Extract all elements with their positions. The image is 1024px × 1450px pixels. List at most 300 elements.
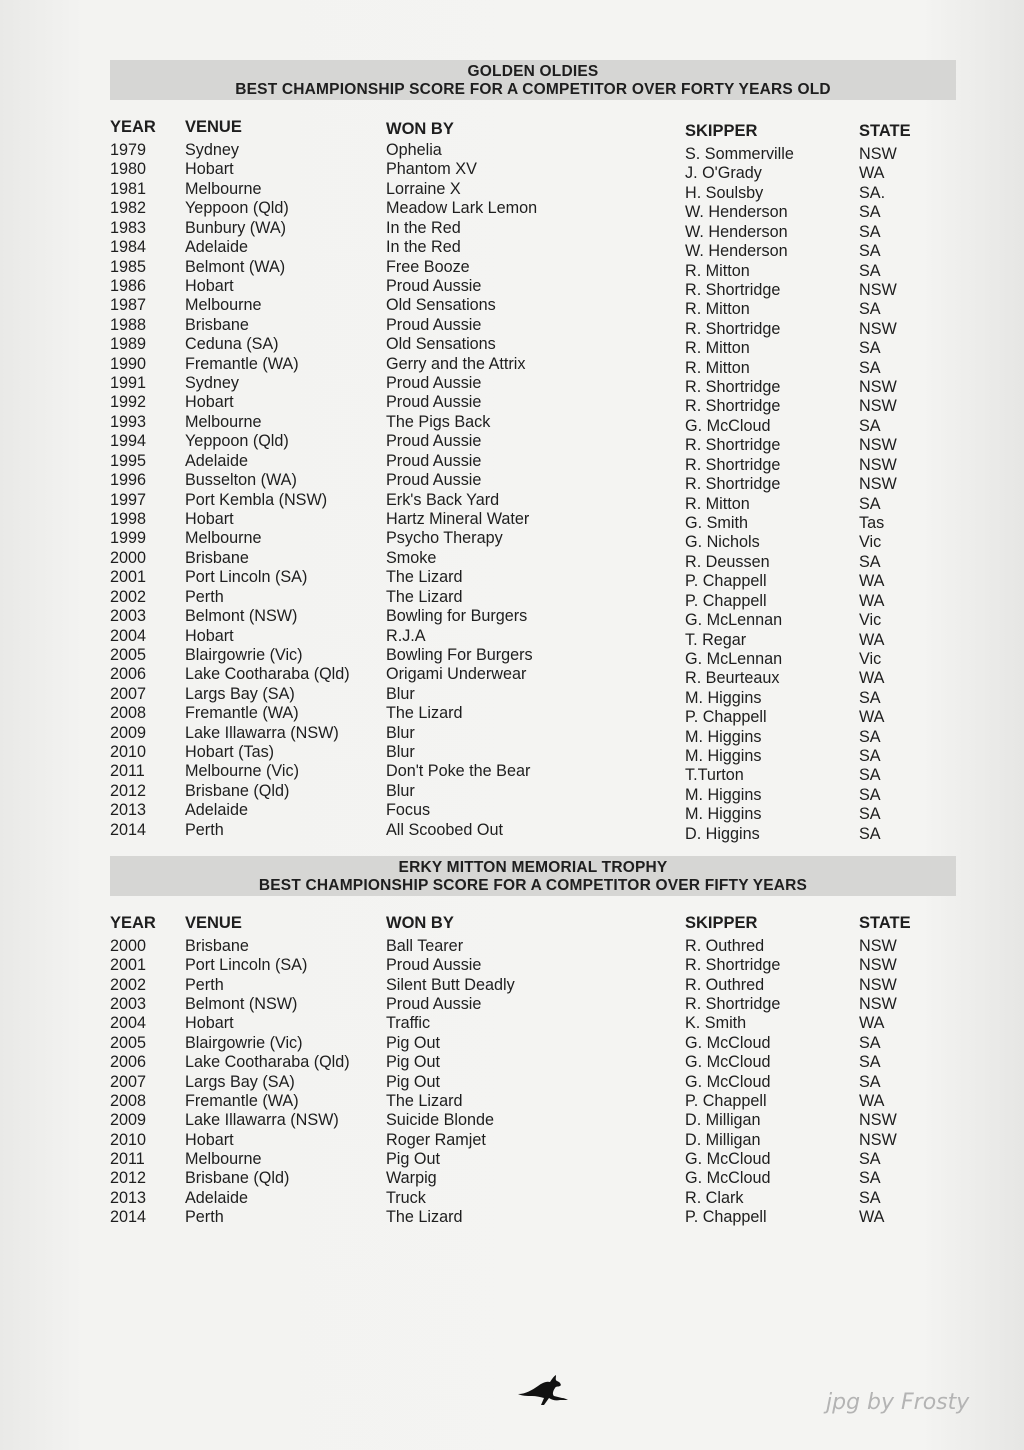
venue-cell: Lake Illawarra (NSW)	[185, 1111, 339, 1130]
venue-cell: Lake Cootharaba (Qld)	[185, 1053, 350, 1072]
state-cell: SA	[859, 242, 881, 261]
table-row	[0, 645, 1024, 668]
table-row	[0, 743, 1024, 766]
venue-cell: Blairgowrie (Vic)	[185, 645, 303, 664]
skipper-cell: G. McCloud	[685, 1033, 771, 1052]
year-cell: 2005	[110, 1033, 147, 1052]
year-cell: 1991	[110, 374, 147, 393]
skipper-cell: D. Milligan	[685, 1130, 761, 1149]
section-subtitle: BEST CHAMPIONSHIP SCORE FOR A COMPETITOR OVER FIFTY YEARS	[258, 877, 808, 894]
skipper-cell: R. Mitton	[685, 339, 750, 358]
won-by-cell: Origami Underwear	[386, 665, 527, 684]
table-row	[0, 995, 1024, 1014]
won-by-cell: Proud Aussie	[386, 393, 482, 412]
state-cell: SA	[859, 805, 881, 824]
state-cell: SA	[859, 358, 881, 377]
year-cell: 2008	[110, 704, 147, 723]
won-by-cell: Proud Aussie	[386, 451, 482, 470]
won-by-cell: Gerry and the Attrix	[386, 354, 526, 373]
venue-cell: Belmont (WA)	[185, 257, 286, 276]
state-cell: SA	[859, 688, 881, 707]
venue-cell: Hobart (Tas)	[185, 743, 275, 762]
venue-cell: Adelaide	[185, 238, 249, 257]
table-row	[0, 1150, 1024, 1169]
year-cell: 1993	[110, 412, 147, 431]
state-cell: SA	[859, 300, 881, 319]
year-cell: 2011	[110, 1149, 145, 1168]
table-row	[0, 704, 1024, 727]
venue-cell: Largs Bay (SA)	[185, 1072, 295, 1091]
venue-cell: Melbourne	[185, 179, 262, 198]
venue-header: VENUE	[185, 914, 242, 932]
venue-cell: Adelaide	[185, 1188, 249, 1207]
state-cell: NSW	[859, 1130, 897, 1149]
state-header: STATE	[859, 914, 911, 932]
venue-cell: Belmont (NSW)	[185, 995, 298, 1014]
skipper-cell: R. Shortridge	[685, 956, 781, 975]
won-by-cell: Proud Aussie	[386, 315, 482, 334]
table-row	[0, 568, 1024, 591]
venue-cell: Port Lincoln (SA)	[185, 956, 308, 975]
year-cell: 1997	[110, 490, 147, 509]
table-row	[0, 1131, 1024, 1150]
year-cell: 1987	[110, 296, 147, 315]
state-cell: SA	[859, 1188, 881, 1207]
venue-cell: Busselton (WA)	[185, 471, 297, 490]
venue-cell: Ceduna (SA)	[185, 335, 279, 354]
skipper-cell: R. Outhred	[685, 937, 765, 955]
table-row	[0, 1169, 1024, 1188]
table-row	[0, 607, 1024, 630]
year-cell: 2000	[110, 937, 147, 955]
year-cell: 1992	[110, 393, 147, 412]
state-cell: NSW	[859, 455, 897, 474]
table-row	[0, 529, 1024, 552]
skipper-cell: D. Milligan	[685, 1111, 761, 1130]
kangaroo-icon	[516, 1374, 570, 1408]
state-cell: WA	[859, 708, 885, 727]
won-by-cell: Free Booze	[386, 257, 470, 276]
year-cell: 1989	[110, 335, 147, 354]
won-by-cell: Phantom XV	[386, 160, 477, 179]
venue-cell: Hobart	[185, 1014, 234, 1033]
venue-cell: Hobart	[185, 626, 234, 645]
won-by-cell: Old Sensations	[386, 335, 496, 354]
skipper-cell: G. Nichols	[685, 533, 760, 552]
won-by-cell: Bowling For Burgers	[386, 645, 533, 664]
table-row	[0, 684, 1024, 707]
won-by-cell: Bowling for Burgers	[386, 607, 528, 626]
year-cell: 1990	[110, 354, 147, 373]
state-cell: SA	[859, 203, 881, 222]
won-by-cell: Truck	[386, 1188, 426, 1207]
skipper-cell: H. Soulsby	[685, 183, 764, 202]
skipper-cell: G. McLennan	[685, 611, 783, 630]
won-by-header: WON BY	[386, 914, 454, 932]
won-by-cell: The Pigs Back	[386, 412, 491, 431]
skipper-cell: R. Shortridge	[685, 455, 781, 474]
won-by-cell: Erk's Back Yard	[386, 490, 500, 509]
year-cell: 2009	[110, 723, 147, 742]
state-cell: NSW	[859, 319, 897, 338]
section-title: GOLDEN OLDIES	[467, 63, 599, 80]
venue-cell: Hobart	[185, 393, 234, 412]
state-cell: SA	[859, 727, 881, 746]
venue-cell: Bunbury (WA)	[185, 218, 287, 237]
state-cell: NSW	[859, 145, 897, 163]
year-cell: 1982	[110, 199, 147, 218]
venue-cell: Brisbane (Qld)	[185, 781, 290, 800]
year-cell: 2013	[110, 1188, 147, 1207]
year-cell: 1984	[110, 238, 147, 257]
table-row	[0, 393, 1024, 416]
skipper-cell: J. O'Grady	[685, 164, 762, 183]
table-row	[0, 374, 1024, 397]
table-row	[0, 1189, 1024, 1208]
venue-cell: Sydney	[185, 141, 239, 159]
year-cell: 2013	[110, 801, 147, 820]
won-by-cell: Silent Butt Deadly	[386, 975, 515, 994]
table-row	[0, 238, 1024, 261]
year-cell: 2005	[110, 645, 147, 664]
skipper-cell: M. Higgins	[685, 727, 762, 746]
won-by-cell: Proud Aussie	[386, 374, 482, 393]
table-row	[0, 937, 1024, 956]
state-cell: SA	[859, 1169, 881, 1188]
state-cell: WA	[859, 164, 885, 183]
year-cell: 1988	[110, 315, 147, 334]
won-by-cell: Pig Out	[386, 1149, 440, 1168]
venue-cell: Brisbane	[185, 937, 249, 955]
venue-cell: Lake Illawarra (NSW)	[185, 723, 339, 742]
state-cell: WA	[859, 1014, 885, 1033]
won-by-cell: Pig Out	[386, 1072, 440, 1091]
table-row	[0, 665, 1024, 688]
skipper-cell: R. Deussen	[685, 552, 770, 571]
year-cell: 2006	[110, 665, 147, 684]
won-by-cell: Traffic	[386, 1014, 431, 1033]
skipper-cell: T. Regar	[685, 630, 747, 649]
state-cell: WA	[859, 1208, 885, 1227]
table-row	[0, 160, 1024, 183]
state-cell: SA	[859, 1033, 881, 1052]
column-headers	[0, 914, 1024, 933]
year-cell: 1979	[110, 141, 147, 159]
table-row	[0, 354, 1024, 377]
skipper-cell: R. Mitton	[685, 261, 750, 280]
year-cell: 1999	[110, 529, 147, 548]
skipper-cell: D. Higgins	[685, 824, 760, 843]
won-by-cell: The Lizard	[386, 587, 463, 606]
state-cell: WA	[859, 1091, 885, 1110]
venue-cell: Melbourne	[185, 529, 262, 548]
table-row	[0, 1092, 1024, 1111]
section-header-erky-mitton	[110, 856, 956, 896]
year-cell: 2014	[110, 820, 147, 839]
venue-cell: Melbourne	[185, 296, 262, 315]
skipper-cell: M. Higgins	[685, 688, 762, 707]
year-cell: 2012	[110, 1169, 147, 1188]
venue-cell: Melbourne (Vic)	[185, 762, 299, 781]
skipper-cell: M. Higgins	[685, 747, 762, 766]
skipper-cell: G. McCloud	[685, 416, 771, 435]
state-cell: NSW	[859, 1111, 897, 1130]
skipper-cell: P. Chappell	[685, 708, 767, 727]
won-by-cell: Lorraine X	[386, 179, 461, 198]
won-by-cell: In the Red	[386, 218, 461, 237]
skipper-cell: K. Smith	[685, 1014, 747, 1033]
state-cell: Vic	[859, 611, 882, 630]
year-cell: 2003	[110, 995, 147, 1014]
state-cell: WA	[859, 630, 885, 649]
skipper-cell: R. Mitton	[685, 358, 750, 377]
venue-cell: Fremantle (WA)	[185, 354, 299, 373]
year-cell: 2009	[110, 1111, 147, 1130]
state-cell: SA	[859, 339, 881, 358]
state-header: STATE	[859, 122, 911, 140]
table-row	[0, 781, 1024, 804]
state-cell: NSW	[859, 975, 897, 994]
won-by-cell: Proud Aussie	[386, 471, 482, 490]
venue-cell: Yeppoon (Qld)	[185, 432, 289, 451]
won-by-cell: Suicide Blonde	[386, 1111, 494, 1130]
state-cell: WA	[859, 591, 885, 610]
year-cell: 2004	[110, 626, 147, 645]
won-by-cell: Smoke	[386, 548, 437, 567]
skipper-cell: R. Shortridge	[685, 280, 781, 299]
year-cell: 2007	[110, 684, 147, 703]
table-row	[0, 723, 1024, 746]
venue-cell: Largs Bay (SA)	[185, 684, 295, 703]
won-by-header: WON BY	[386, 120, 454, 138]
photo-credit: jpg by Frosty	[826, 1390, 970, 1415]
state-cell: SA	[859, 261, 881, 280]
skipper-cell: S. Sommerville	[685, 145, 794, 163]
venue-cell: Perth	[185, 587, 224, 606]
won-by-cell: Pig Out	[386, 1053, 440, 1072]
venue-cell: Port Kembla (NSW)	[185, 490, 328, 509]
state-cell: SA	[859, 1053, 881, 1072]
skipper-cell: G. McCloud	[685, 1169, 771, 1188]
won-by-cell: Proud Aussie	[386, 995, 482, 1014]
skipper-cell: R. Clark	[685, 1188, 744, 1207]
state-cell: Tas	[859, 513, 885, 532]
won-by-cell: Ball Tearer	[386, 937, 464, 955]
table-row	[0, 548, 1024, 571]
table-row	[0, 218, 1024, 241]
column-headers	[0, 118, 1024, 140]
table-row	[0, 296, 1024, 319]
won-by-cell: Ophelia	[386, 141, 442, 159]
skipper-cell: M. Higgins	[685, 785, 762, 804]
state-cell: SA	[859, 494, 881, 513]
table-row	[0, 820, 1024, 843]
venue-cell: Hobart	[185, 276, 234, 295]
year-cell: 1985	[110, 257, 147, 276]
won-by-cell: Blur	[386, 684, 415, 703]
skipper-cell: R. Mitton	[685, 494, 750, 513]
table-row	[0, 257, 1024, 280]
table-row	[0, 1034, 1024, 1053]
table-row	[0, 801, 1024, 824]
skipper-cell: R. Mitton	[685, 300, 750, 319]
year-cell: 2006	[110, 1053, 147, 1072]
skipper-cell: P. Chappell	[685, 572, 767, 591]
year-cell: 1994	[110, 432, 147, 451]
venue-cell: Blairgowrie (Vic)	[185, 1033, 303, 1052]
table-row	[0, 626, 1024, 649]
skipper-cell: P. Chappell	[685, 1208, 767, 1227]
state-cell: WA	[859, 669, 885, 688]
venue-cell: Port Lincoln (SA)	[185, 568, 308, 587]
venue-cell: Belmont (NSW)	[185, 607, 298, 626]
year-cell: 2011	[110, 762, 145, 781]
won-by-cell: Meadow Lark Lemon	[386, 199, 538, 218]
venue-cell: Brisbane	[185, 548, 249, 567]
venue-cell: Hobart	[185, 160, 234, 179]
venue-cell: Adelaide	[185, 451, 249, 470]
table-row	[0, 762, 1024, 785]
state-cell: NSW	[859, 280, 897, 299]
skipper-cell: M. Higgins	[685, 805, 762, 824]
skipper-header: SKIPPER	[685, 914, 758, 932]
state-cell: NSW	[859, 436, 897, 455]
state-cell: WA	[859, 572, 885, 591]
venue-cell: Perth	[185, 820, 224, 839]
won-by-cell: The Lizard	[386, 568, 463, 587]
table-row	[0, 509, 1024, 532]
table-row	[0, 956, 1024, 975]
won-by-cell: Proud Aussie	[386, 276, 482, 295]
venue-cell: Yeppoon (Qld)	[185, 199, 289, 218]
state-cell: SA	[859, 747, 881, 766]
state-cell: NSW	[859, 475, 897, 494]
venue-cell: Perth	[185, 975, 224, 994]
skipper-header: SKIPPER	[685, 122, 758, 140]
year-cell: 2001	[110, 568, 147, 587]
skipper-cell: G. McCloud	[685, 1072, 771, 1091]
skipper-cell: W. Henderson	[685, 203, 788, 222]
state-cell: Vic	[859, 649, 882, 668]
year-cell: 1980	[110, 160, 147, 179]
table-row	[0, 1111, 1024, 1130]
skipper-cell: R. Beurteaux	[685, 669, 780, 688]
table-row	[0, 179, 1024, 202]
won-by-cell: Focus	[386, 801, 431, 820]
won-by-cell: R.J.A	[386, 626, 426, 645]
skipper-cell: G. McCloud	[685, 1053, 771, 1072]
skipper-cell: G. Smith	[685, 513, 748, 532]
section-subtitle: BEST CHAMPIONSHIP SCORE FOR A COMPETITOR OVER FORTY YEARS OLD	[235, 81, 831, 98]
venue-cell: Sydney	[185, 374, 239, 393]
won-by-cell: All Scoobed Out	[386, 820, 503, 839]
won-by-cell: Warpig	[386, 1169, 437, 1188]
year-header: YEAR	[110, 118, 156, 136]
won-by-cell: Blur	[386, 723, 415, 742]
table-row	[0, 315, 1024, 338]
venue-cell: Hobart	[185, 1130, 234, 1149]
year-cell: 2001	[110, 956, 147, 975]
year-cell: 2008	[110, 1091, 147, 1110]
table-row	[0, 412, 1024, 435]
won-by-cell: Blur	[386, 743, 415, 762]
year-cell: 2002	[110, 975, 147, 994]
won-by-cell: Proud Aussie	[386, 956, 482, 975]
skipper-cell: R. Shortridge	[685, 378, 781, 397]
section-header-golden-oldies	[110, 60, 956, 100]
venue-cell: Lake Cootharaba (Qld)	[185, 665, 350, 684]
won-by-cell: Old Sensations	[386, 296, 496, 315]
skipper-cell: P. Chappell	[685, 591, 767, 610]
state-cell: SA	[859, 785, 881, 804]
won-by-cell: Proud Aussie	[386, 432, 482, 451]
table-row	[0, 451, 1024, 474]
won-by-cell: Psycho Therapy	[386, 529, 503, 548]
table-row	[0, 1014, 1024, 1033]
state-cell: SA	[859, 1072, 881, 1091]
won-by-cell: The Lizard	[386, 1091, 463, 1110]
table-row	[0, 276, 1024, 299]
state-cell: NSW	[859, 397, 897, 416]
venue-cell: Fremantle (WA)	[185, 704, 299, 723]
section-title: ERKY MITTON MEMORIAL TROPHY	[398, 859, 668, 876]
year-cell: 2002	[110, 587, 147, 606]
skipper-cell: W. Henderson	[685, 242, 788, 261]
state-cell: SA	[859, 222, 881, 241]
won-by-cell: Hartz Mineral Water	[386, 509, 530, 528]
year-cell: 2012	[110, 781, 147, 800]
venue-cell: Brisbane (Qld)	[185, 1169, 290, 1188]
venue-cell: Brisbane	[185, 315, 249, 334]
skipper-cell: T.Turton	[685, 766, 744, 785]
year-cell: 1998	[110, 509, 147, 528]
venue-cell: Hobart	[185, 509, 234, 528]
state-cell: NSW	[859, 378, 897, 397]
skipper-cell: R. Shortridge	[685, 397, 781, 416]
skipper-cell: G. McCloud	[685, 1149, 771, 1168]
table-row	[0, 587, 1024, 610]
state-cell: NSW	[859, 937, 897, 955]
year-cell: 1996	[110, 471, 147, 490]
won-by-cell: Pig Out	[386, 1033, 440, 1052]
table-row	[0, 471, 1024, 494]
state-cell: Vic	[859, 533, 882, 552]
year-header: YEAR	[110, 914, 156, 932]
skipper-cell: R. Shortridge	[685, 436, 781, 455]
state-cell: SA	[859, 1149, 881, 1168]
state-cell: SA	[859, 416, 881, 435]
venue-cell: Melbourne	[185, 412, 262, 431]
state-cell: SA	[859, 766, 881, 785]
year-cell: 1995	[110, 451, 147, 470]
year-cell: 1986	[110, 276, 147, 295]
skipper-cell: G. McLennan	[685, 649, 783, 668]
table-row	[0, 432, 1024, 455]
year-cell: 1981	[110, 179, 147, 198]
year-cell: 2014	[110, 1208, 147, 1227]
state-cell: NSW	[859, 995, 897, 1014]
won-by-cell: The Lizard	[386, 1208, 463, 1227]
year-cell: 2010	[110, 743, 147, 762]
won-by-cell: Don't Poke the Bear	[386, 762, 531, 781]
year-cell: 2003	[110, 607, 147, 626]
year-cell: 2010	[110, 1130, 147, 1149]
table-row	[0, 1208, 1024, 1227]
table-row	[0, 490, 1024, 513]
state-cell: SA.	[859, 183, 886, 202]
table-row	[0, 199, 1024, 222]
won-by-cell: The Lizard	[386, 704, 463, 723]
